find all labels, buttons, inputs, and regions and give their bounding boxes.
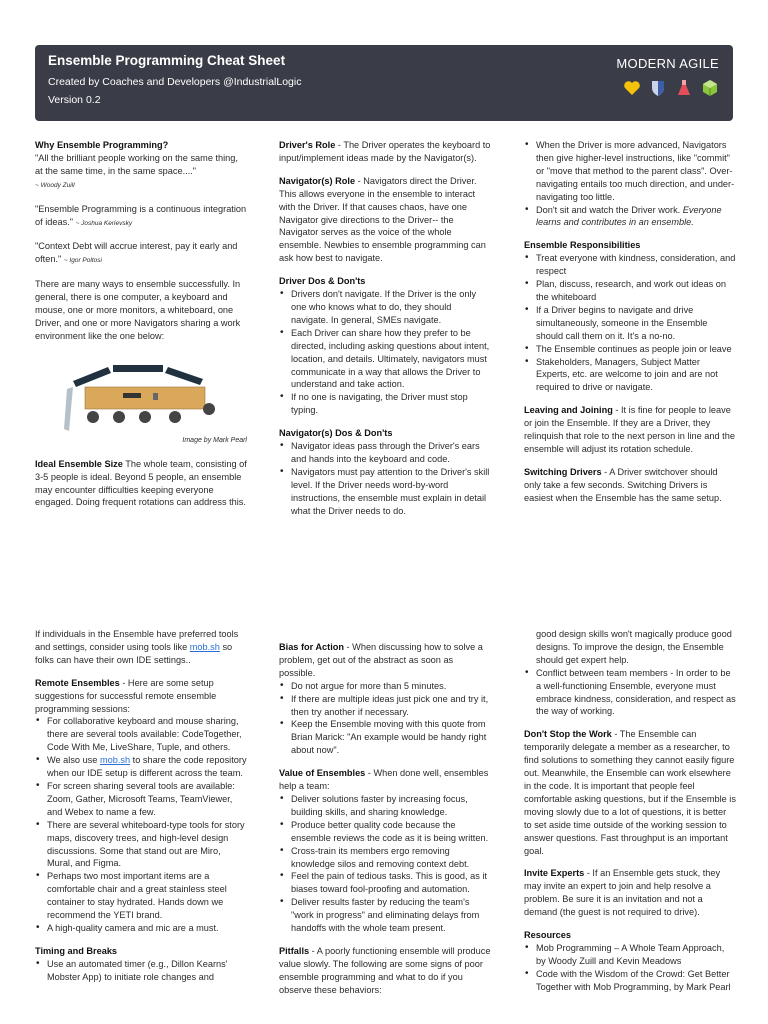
driver-heading: Driver's Role — [279, 140, 336, 150]
list-item-text: Don't sit and watch the Driver work. — [536, 204, 683, 215]
column-1-top — [35, 139, 247, 519]
quote-text: "All the brilliant people working on the same thing, at the same time, in the same space...." — [35, 152, 238, 176]
quote-text: "Ensemble Programming is a continuous integration of ideas." — [35, 203, 247, 227]
column-2-bottom — [279, 641, 491, 1007]
value-list — [279, 793, 491, 935]
switching-heading: Switching Drivers — [524, 466, 602, 477]
leaving-joining-paragraph — [524, 404, 736, 456]
quote-author: ~ Igor Poltosi — [63, 257, 102, 265]
ensemble-workspace-illustration — [63, 353, 223, 433]
bias-list — [279, 680, 491, 757]
leaving-text: - It is fine for people to leave or join the Ensemble. If they are a Driver, they relinquish that role to the next person in line and the ensemble will adjust its rotation schedule. — [524, 405, 735, 454]
navigator-role-paragraph — [279, 175, 491, 265]
navigator-dos-continued — [524, 139, 736, 229]
value-intro — [279, 767, 491, 793]
list-item: • Perhaps two most important items are a comfortable chair and a great stainless steel container to stay hydrated. Hands down we recommend the YETI brand. — [47, 870, 247, 922]
timing-heading: Timing and Breaks — [35, 945, 118, 956]
bias-intro — [279, 641, 491, 680]
modern-agile-logo — [589, 58, 719, 97]
list-item: • Keep the Ensemble moving with this quote from Brian Marick: "An example would be handy right about now". — [291, 718, 491, 757]
page-title: Ensemble Programming Cheat Sheet — [48, 53, 286, 68]
invite-text: - If an Ensemble gets stuck, they may invite an expert to join and help resolve a problem. Be sure it is an invitation and not a demand (the guest is not required to drive). — [524, 868, 721, 918]
column-1-bottom — [35, 628, 247, 994]
ideal-text: The whole team, consisting of 3-5 people is ideal. Beyond 5 people, an ensemble may encounter difficulties keeping everyone engaged. Doing frequent rotations can address this. — [35, 458, 247, 508]
list-item: • Navigators must pay attention to the Driver's skill level. If the Driver needs word-by-word instructions, the ensemble must explain in detail what the Driver needs to do. — [291, 466, 491, 518]
list-item: • For screen sharing several tools are available: Zoom, Gather, Microsoft Teams, TeamViewer, and Webex to name a few. — [47, 780, 247, 819]
dont-stop-text: - The Ensemble can temporarily delegate a member as a researcher, to find solutions to something they cannot easily figure out. Meanwhile, the Ensemble can work elsewhere in the code. It is important that people feel comfortable asking questions, but if the Ensemble is moving slowly due to a lot of questions, it is better to set aside time outside of the working session to answer questions. Fast throughput is an important goal. — [524, 729, 736, 856]
tools-text: If individuals in the Ensemble have preferred tools and settings, consider using tools like — [35, 629, 239, 652]
header-banner — [35, 45, 733, 121]
quote-text: "Context Debt will accrue interest, pay it early and often." — [35, 241, 238, 265]
driver-role-paragraph — [279, 139, 491, 165]
mob-sh-link[interactable]: mob.sh — [99, 755, 131, 766]
navigator-dos-heading: Navigator(s) Dos & Don'ts — [279, 428, 393, 439]
mob-sh-link[interactable]: mob.sh — [189, 641, 220, 652]
version-label: Version 0.2 — [48, 94, 101, 106]
list-item-emphasis: Everyone learns and contributes in an ensemble. — [536, 204, 722, 228]
page-subtitle: Created by Coaches and Developers @IndustrialLogic — [48, 76, 302, 88]
remote-text: - Here are some setup suggestions for successful remote ensemble programming sessions: — [35, 677, 217, 714]
list-item-text: We also use — [47, 755, 100, 766]
quote-kerievsky — [35, 203, 247, 231]
ideal-size-paragraph — [35, 458, 247, 510]
list-item: • A high-quality camera and mic are a must. — [47, 922, 247, 935]
why-heading: Why Ensemble Programming? — [35, 140, 169, 150]
driver-dos-heading: Driver Dos & Don'ts — [279, 276, 366, 287]
pitfalls-list-continued — [524, 628, 736, 718]
list-item: • For collaborative keyboard and mouse sharing, there are several tools available: CodeTogether, Code With Me, LiveShare, Tuple, and others. — [47, 715, 247, 754]
driver-text: - The Driver operates the keyboard to input/implement ideas made by the Navigator(s). — [279, 140, 491, 163]
list-item: • Feel the pain of tedious tasks. This is good, as it biases toward fool-proofing and automation. — [291, 870, 491, 896]
resources-list — [524, 942, 736, 994]
flask-icon — [675, 79, 693, 97]
pitfalls-heading: Pitfalls — [279, 945, 310, 956]
pitfalls-paragraph — [279, 945, 491, 997]
list-item: • Each Driver can share how they prefer to be directed, including asking questions about intent, location, and details. Ultimately, navigators must communicate in a way that allows the Driver to understand and take action. — [291, 327, 491, 392]
list-item: • If a Driver begins to navigate and drive simultaneously, someone in the Ensemble should call them on it. It's a no-no. — [536, 304, 736, 343]
quote-author: ~ Joshua Kerievsky — [75, 219, 133, 227]
quote-poltosi — [35, 240, 247, 268]
list-item: • Mob Programming – A Whole Team Approach, by Woody Zuill and Kevin Meadows — [536, 942, 736, 968]
invite-experts-paragraph — [524, 867, 736, 919]
resources-heading: Resources — [524, 930, 571, 941]
remote-list — [35, 715, 247, 934]
list-item: • Navigator ideas pass through the Driver's ears and hands into the keyboard and code. — [291, 440, 491, 466]
bias-text: - When discussing how to solve a problem, get out of the abstract as soon as possible. — [279, 642, 483, 678]
value-text: - When done well, ensembles help a team: — [279, 768, 489, 792]
remote-heading: Remote Ensembles — [35, 677, 120, 688]
column-3-top — [524, 139, 736, 515]
list-item: • Stakeholders, Managers, Subject Matter Experts, etc. are welcome to join and are not required to drive or navigate. — [536, 356, 736, 395]
list-item: • Plan, discuss, research, and work out ideas on the whiteboard — [536, 278, 736, 304]
dont-stop-paragraph — [524, 728, 736, 857]
ideal-heading: Ideal Ensemble Size — [35, 458, 123, 469]
list-item-text: to share the code repository when our IDE setup is different across the team. — [47, 755, 247, 779]
package-icon — [701, 79, 719, 97]
dont-stop-heading: Don't Stop the Work — [524, 729, 612, 740]
quote-zuill — [35, 152, 247, 193]
list-item: • Produce better quality code because the ensemble reviews the code as it is being written. — [291, 819, 491, 845]
column-3-bottom — [524, 628, 736, 1004]
image-credit: Image by Mark Pearl — [182, 436, 247, 444]
list-item — [47, 754, 247, 780]
list-item: • Treat everyone with kindness, consideration, and respect — [536, 252, 736, 278]
list-item: • The Ensemble continues as people join or leave — [536, 343, 736, 356]
list-item: • If there are multiple ideas just pick one and try it, then try another if necessary. — [291, 693, 491, 719]
invite-heading: Invite Experts — [524, 868, 585, 879]
shield-icon — [649, 79, 667, 97]
navigator-heading: Navigator(s) Role — [279, 175, 356, 186]
list-item: • Cross-train its members ergo removing knowledge silos and removing context debt. — [291, 845, 491, 871]
responsibilities-list — [524, 252, 736, 394]
list-item — [536, 204, 736, 230]
tools-paragraph — [35, 628, 247, 667]
switching-text: - A Driver switchover should only take a few seconds. Switching Drivers is easiest when the Ensemble has the same setup. — [524, 466, 722, 503]
leaving-heading: Leaving and Joining — [524, 405, 613, 416]
list-item-continuation: good design skills won't magically produce good designs. To improve the design, the Ensemble should get expert help. — [536, 629, 732, 665]
list-item: • When the Driver is more advanced, Navigators then give higher-level instructions, like "commit" or "move that method to the parent class". Over-navigating entails too much direction, and under-navigating too little. — [536, 139, 736, 204]
list-item: • Deliver results faster by reducing the team's "work in progress" and eliminating delays from handoffs with the whole team present. — [291, 896, 491, 935]
switching-drivers-paragraph — [524, 466, 736, 505]
brand-name: MODERN AGILE — [616, 56, 719, 71]
remote-intro — [35, 677, 247, 716]
driver-dos-list — [279, 288, 491, 417]
list-item: • Use an automated timer (e.g., Dillon Kearns' Mobster App) to initiate role changes and — [47, 958, 247, 984]
list-item: • Conflict between team members - In order to be a well-functioning Ensemble, everyone must embrace kindness, consideration, and respect as the way of working. — [536, 667, 736, 719]
navigator-text: - Navigators direct the Driver. This allows everyone in the ensemble to interact with the Driver. If that causes chaos, have one Navigator give directions to the Driver-- the Navigator serves as the voice of the whole ensemble. Newbies to ensemble programming can ask how best to navigate. — [279, 175, 486, 264]
list-item: • If no one is navigating, the Driver must stop typing. — [291, 391, 491, 417]
list-item: • There are several whiteboard-type tools for story maps, discovery trees, and high-level design discussions. Some that stand out are Miro, Mural, and Figma. — [47, 819, 247, 871]
tools-text: so folks can have their own IDE settings.. — [35, 641, 233, 665]
list-item: • Drivers don't navigate. If the Driver is the only one who knows what to do, they should navigate. In general, SMEs navigate. — [291, 288, 491, 327]
navigator-dos-list — [279, 440, 491, 517]
timing-list — [35, 958, 247, 984]
column-2-top — [279, 139, 491, 527]
bias-heading: Bias for Action — [279, 642, 344, 652]
heart-icon — [623, 79, 641, 97]
list-item: • Deliver solutions faster by increasing focus, building skills, and sharing knowledge. — [291, 793, 491, 819]
pitfalls-text: - A poorly functioning ensemble will produce value slowly. The following are some signs of poor ensemble programming and what to do if you observe these behaviors: — [279, 945, 491, 995]
value-heading: Value of Ensembles — [279, 768, 366, 779]
quote-author: ~ Woody Zuill — [35, 181, 75, 189]
list-item: • Do not argue for more than 5 minutes. — [291, 680, 491, 693]
intro-paragraph: There are many ways to ensemble successfully. In general, there is one computer, a keyboard and mouse, one or more monitors, a whiteboard, one Driver, and one or more Navigators sharing a work environment like the one below: — [35, 279, 241, 341]
responsibilities-heading: Ensemble Responsibilities — [524, 240, 641, 251]
list-item: • Code with the Wisdom of the Crowd: Get Better Together with Mob Programming, by Mark Pearl — [536, 968, 736, 994]
